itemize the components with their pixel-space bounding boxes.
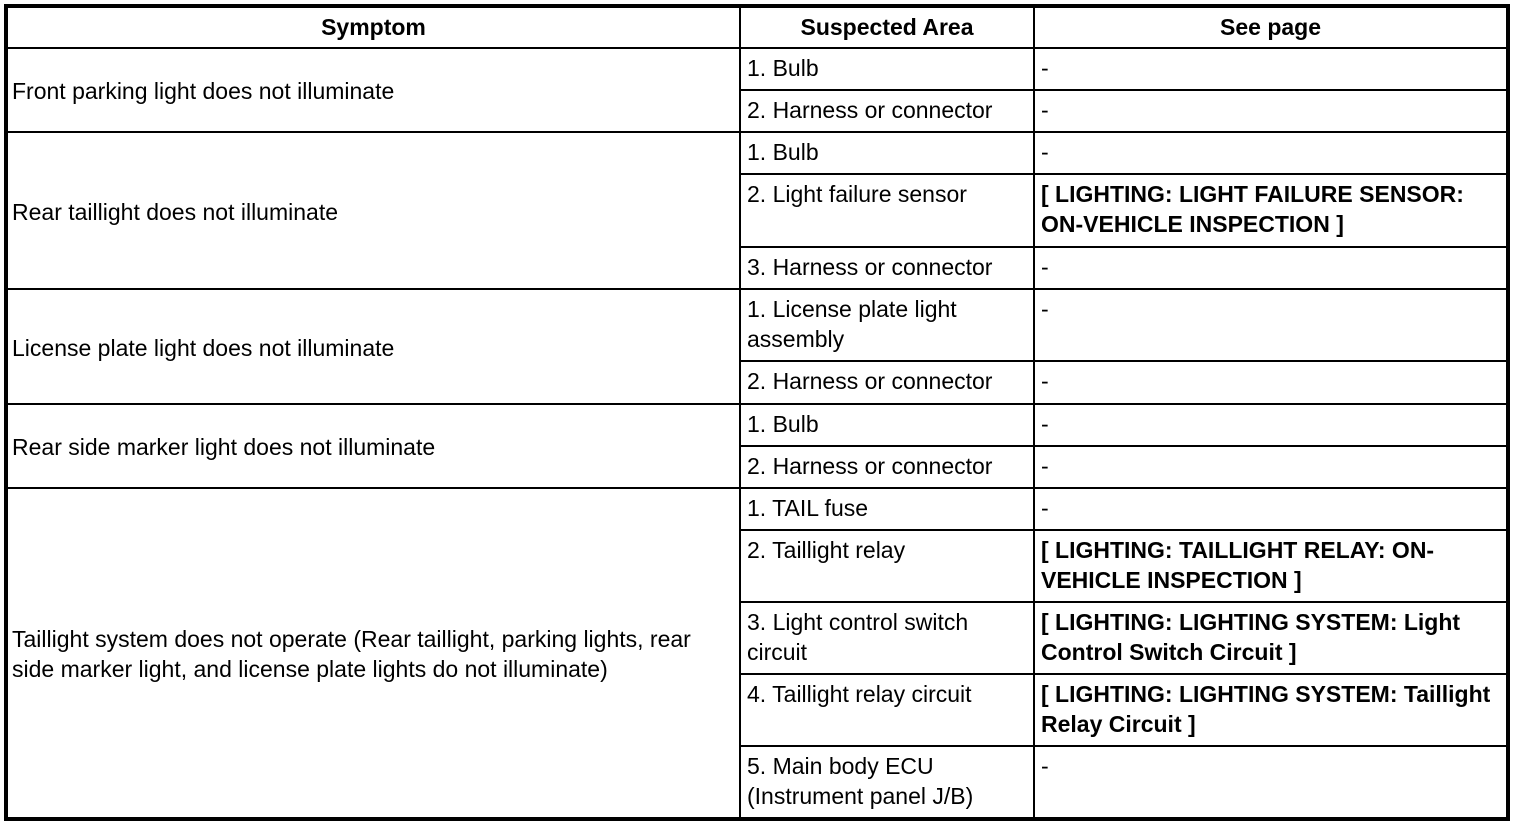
see-page-cell: - [1034,289,1507,361]
see-page-cell: - [1034,404,1507,446]
header-row [7,7,1507,48]
see-page-cell: - [1034,247,1507,289]
see-page-link[interactable]: [ LIGHTING: LIGHTING SYSTEM: Taillight Relay Circuit ] [1034,674,1507,746]
see-page-cell: - [1034,488,1507,530]
suspected-area-cell: 5. Main body ECU (Instrument panel J/B) [740,746,1034,818]
suspected-area-cell: 1. Bulb [740,48,1034,90]
table-row [7,488,1507,530]
suspected-area-cell: 3. Light control switch circuit [740,602,1034,674]
symptom-cell: Rear taillight does not illuminate [7,132,740,289]
suspected-area-cell: 1. TAIL fuse [740,488,1034,530]
suspected-area-cell: 1. License plate light assembly [740,289,1034,361]
suspected-area-cell: 2. Harness or connector [740,90,1034,132]
see-page-cell: - [1034,361,1507,404]
suspected-area-cell: 2. Harness or connector [740,361,1034,404]
symptom-cell: License plate light does not illuminate [7,289,740,404]
see-page-cell: - [1034,746,1507,818]
symptom-cell: Front parking light does not illuminate [7,48,740,132]
table-row [7,132,1507,174]
header-symptom: Symptom [7,7,740,48]
suspected-area-cell: 3. Harness or connector [740,247,1034,289]
suspected-area-cell: 4. Taillight relay circuit [740,674,1034,746]
header-suspected-area: Suspected Area [740,7,1034,48]
see-page-cell: - [1034,48,1507,90]
see-page-cell: - [1034,446,1507,488]
symptom-cell: Rear side marker light does not illuminate [7,404,740,488]
suspected-area-cell: 2. Harness or connector [740,446,1034,488]
symptom-cell: Taillight system does not operate (Rear taillight, parking lights, rear side marker light, and license plate lights do not illuminate) [7,488,740,818]
table-row [7,48,1507,90]
suspected-area-cell: 2. Light failure sensor [740,174,1034,247]
table-row [7,404,1507,446]
table-row [7,289,1507,361]
see-page-cell: - [1034,90,1507,132]
see-page-link[interactable]: [ LIGHTING: LIGHT FAILURE SENSOR: ON-VEHICLE INSPECTION ] [1034,174,1507,247]
see-page-cell: - [1034,132,1507,174]
suspected-area-cell: 2. Taillight relay [740,530,1034,602]
see-page-link[interactable]: [ LIGHTING: LIGHTING SYSTEM: Light Control Switch Circuit ] [1034,602,1507,674]
troubleshooting-table [6,6,1508,819]
see-page-link[interactable]: [ LIGHTING: TAILLIGHT RELAY: ON-VEHICLE INSPECTION ] [1034,530,1507,602]
suspected-area-cell: 1. Bulb [740,132,1034,174]
header-see-page: See page [1034,7,1507,48]
suspected-area-cell: 1. Bulb [740,404,1034,446]
